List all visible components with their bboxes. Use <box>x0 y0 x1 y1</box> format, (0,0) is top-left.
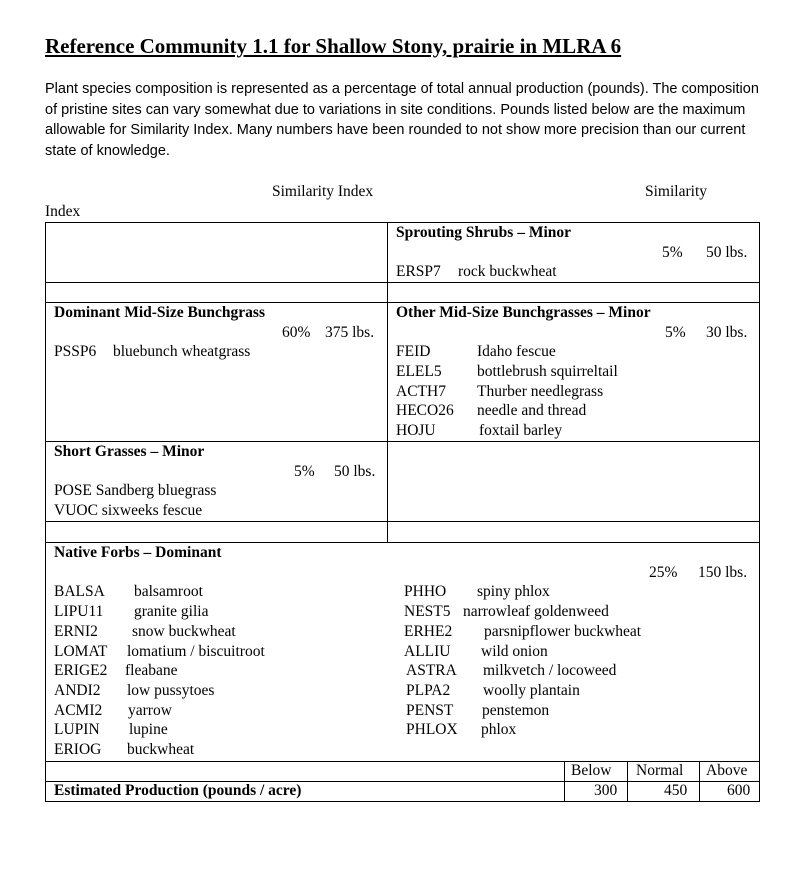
species-code: LUPIN <box>54 721 100 738</box>
species-name: rock buckwheat <box>458 263 557 280</box>
species-code: PSSP6 <box>54 343 97 360</box>
species-name: wild onion <box>481 643 548 660</box>
group-percent: 60% <box>282 324 311 341</box>
group-percent: 5% <box>662 244 683 261</box>
species-code: ANDI2 <box>54 682 101 699</box>
species-name: fleabane <box>125 662 178 679</box>
index-header: Index <box>45 203 81 220</box>
species-name: spiny phlox <box>477 583 550 600</box>
species-name: Idaho fescue <box>477 343 556 360</box>
group-name-dominant-bunchgrass: Dominant Mid-Size Bunchgrass <box>54 304 265 321</box>
species-code: ERNI2 <box>54 623 98 640</box>
species-code: ALLIU <box>404 643 451 660</box>
species-name: narrowleaf goldenweed <box>463 603 609 620</box>
species-code: ACTH7 <box>396 383 446 400</box>
species-name: bottlebrush squirreltail <box>477 363 618 380</box>
species-name: lomatium / biscuitroot <box>127 643 265 660</box>
species-code: NEST5 <box>404 603 451 620</box>
species-code: PLPA2 <box>406 682 451 699</box>
production-header-normal: Normal <box>636 762 684 779</box>
species-name: low pussytoes <box>127 682 215 699</box>
species-code: BALSA <box>54 583 105 600</box>
species-name: phlox <box>481 721 517 738</box>
species-code: PENST <box>406 702 454 719</box>
species-code: ERIOG <box>54 741 102 758</box>
row-divider <box>45 521 760 522</box>
species-name: balsamroot <box>134 583 203 600</box>
column-divider <box>387 222 388 542</box>
similarity-index-header: Similarity Index <box>272 183 374 200</box>
group-name-native-forbs: Native Forbs – Dominant <box>54 544 222 561</box>
species-entry: POSE Sandberg bluegrass <box>54 482 217 499</box>
group-pounds: 50 lbs. <box>334 463 376 480</box>
species-code: ELEL5 <box>396 363 442 380</box>
group-pounds: 375 lbs. <box>325 324 375 341</box>
group-pounds: 30 lbs. <box>706 324 748 341</box>
species-code: PHLOX <box>406 721 458 738</box>
species-name: lupine <box>129 721 168 738</box>
group-name-short-grasses: Short Grasses – Minor <box>54 443 205 460</box>
production-col-divider <box>627 761 628 802</box>
species-code: FEID <box>396 343 431 360</box>
species-entry: VUOC sixweeks fescue <box>54 502 203 519</box>
species-code: PHHO <box>404 583 447 600</box>
group-pounds: 50 lbs. <box>706 244 748 261</box>
species-code: ERSP7 <box>396 263 441 280</box>
species-code: ERHE2 <box>404 623 453 640</box>
row-divider <box>45 282 760 283</box>
page-title: Reference Community 1.1 for Shallow Stony, prairie in MLRA 6 <box>45 34 622 58</box>
species-name: milkvetch / locoweed <box>483 662 617 679</box>
species-name: woolly plantain <box>483 682 580 699</box>
group-pounds: 150 lbs. <box>698 564 748 581</box>
group-percent: 5% <box>665 324 686 341</box>
production-value-above: 600 <box>727 782 751 799</box>
production-value-below: 300 <box>594 782 618 799</box>
species-name: bluebunch wheatgrass <box>113 343 251 360</box>
group-name-sprouting-shrubs: Sprouting Shrubs – Minor <box>396 224 572 241</box>
row-divider <box>45 441 760 442</box>
species-name: yarrow <box>128 702 172 719</box>
species-code: HECO26 <box>396 402 454 419</box>
species-code: ACMI2 <box>54 702 103 719</box>
group-percent: 25% <box>649 564 678 581</box>
species-name: snow buckwheat <box>132 623 236 640</box>
species-name: parsnipflower buckwheat <box>484 623 642 640</box>
production-col-divider <box>564 761 565 802</box>
group-percent: 5% <box>294 463 315 480</box>
species-name: buckwheat <box>127 741 195 758</box>
species-code: LIPU11 <box>54 603 104 620</box>
species-code: ASTRA <box>406 662 457 679</box>
species-name: Thurber needlegrass <box>477 383 604 400</box>
row-divider <box>45 302 760 303</box>
production-label: Estimated Production (pounds / acre) <box>54 782 302 799</box>
species-name: granite gilia <box>134 603 209 620</box>
species-code: LOMAT <box>54 643 108 660</box>
production-header-above: Above <box>706 762 748 779</box>
species-code: HOJU <box>396 422 436 439</box>
row-divider <box>45 542 760 543</box>
group-name-other-bunchgrasses: Other Mid-Size Bunchgrasses – Minor <box>396 304 651 321</box>
species-name: needle and thread <box>477 402 587 419</box>
similarity-header: Similarity <box>645 183 707 200</box>
species-name: foxtail barley <box>479 422 563 439</box>
species-code: ERIGE2 <box>54 662 108 679</box>
production-col-divider <box>699 761 700 802</box>
production-header-below: Below <box>571 762 612 779</box>
intro-paragraph: Plant species composition is represented as a percentage of total annual production (pounds). The composition of pristine sites can vary somewhat due to variations in site conditions. Pounds listed below are the maximum allowable for Similarity Index. Many numbers have been rounded to not show more precision than our current state of knowledge. <box>45 81 759 159</box>
production-value-normal: 450 <box>664 782 688 799</box>
species-name: penstemon <box>482 702 550 719</box>
